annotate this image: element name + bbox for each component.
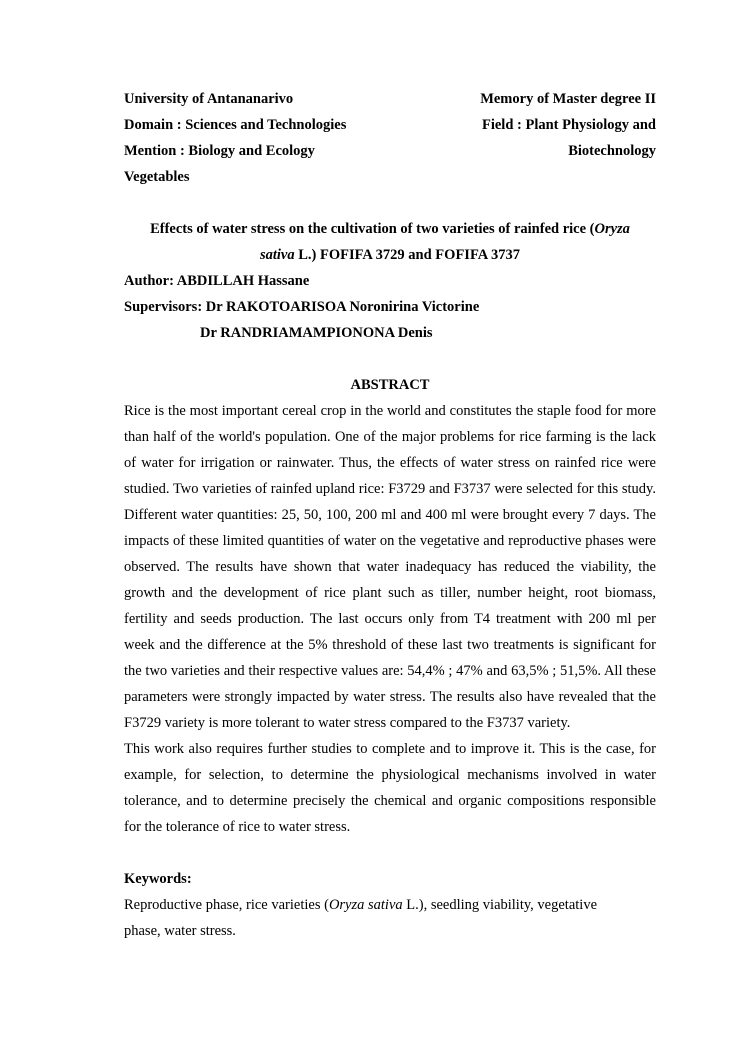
document-page — [124, 86, 656, 944]
keywords-part2: L.), seedling viability, vegetative phase, water stress. — [124, 897, 598, 939]
vegetables-label: Vegetables — [124, 169, 190, 185]
keywords-part1: Reproductive phase, rice varieties ( — [124, 897, 329, 913]
supervisors-line2: Dr RANDRIAMAMPIONONA Denis — [200, 325, 433, 341]
title-species-italic: Oryza sativa — [259, 221, 630, 263]
field-label-line1: Field : Plant Physiology and — [481, 117, 656, 133]
abstract-paragraph-1: Rice is the most important cereal crop in the world and constitutes the staple food for more than half of the world's population. One of the major problems for rice farming is the lack of water for irrigation or rainwater. Thus, the effects of water stress on rainfed rice were studied. Two varieties of rainfed upland rice: F3729 and F3737 were selected for this study. Different water quantities: 25, 50, 100, 200 ml and 400 ml were brought every 7 days. The impacts of these limited quantities of water on the vegetative and reproductive phases were observed. The results have shown that water inadequacy has reduced the viability, the growth and the development of rice plant such as tiller, number height, root biomass, fertility and seeds production. The last occurs only from T4 treatment with 200 ml per week and the difference at the 5% threshold of these last two treatments is significant for the two varieties and their respective values are: 54,4% ; 47% and 63,5% ; 51,5%. All these parameters were strongly impacted by water stress. The results also have revealed that the F3729 variety is more tolerant to water stress compared to the F3737 variety. — [124, 403, 656, 731]
title-text-part1: Effects of water stress on the cultivation of two varieties of rainfed rice ( — [150, 221, 595, 237]
header-row-1 — [124, 86, 656, 112]
domain-label: Domain : Sciences and Technologies — [124, 117, 347, 133]
header-row-2 — [124, 112, 656, 138]
supervisors-line1: Supervisors: Dr RAKOTOARISOA Noronirina Victorine — [124, 299, 480, 315]
title-text-part2: L.) FOFIFA 3729 and FOFIFA 3737 — [294, 247, 521, 263]
author-line: Author: ABDILLAH Hassane — [124, 273, 310, 289]
document-header — [124, 86, 656, 190]
keywords-species-italic: Oryza sativa — [328, 897, 403, 913]
header-row-4 — [124, 164, 656, 190]
thesis-title — [124, 216, 656, 268]
university-name: University of Antananarivo — [124, 91, 294, 107]
abstract-heading: ABSTRACT — [350, 377, 430, 393]
field-label-line2: Biotechnology — [568, 143, 656, 159]
mention-label: Mention : Biology and Ecology — [124, 143, 315, 159]
keywords-text — [124, 892, 619, 944]
abstract-paragraph-2: This work also requires further studies to complete and to improve it. This is the case, for example, for selection, to determine the physiological mechanisms involved in water tolerance, and to determine precisely the chemical and organic compositions responsible for the tolerance of rice to water stress. — [124, 741, 656, 835]
spacer — [124, 190, 656, 216]
header-row-3 — [124, 138, 656, 164]
keywords-heading: Keywords: — [124, 871, 192, 887]
memory-degree: Memory of Master degree II — [480, 91, 656, 107]
